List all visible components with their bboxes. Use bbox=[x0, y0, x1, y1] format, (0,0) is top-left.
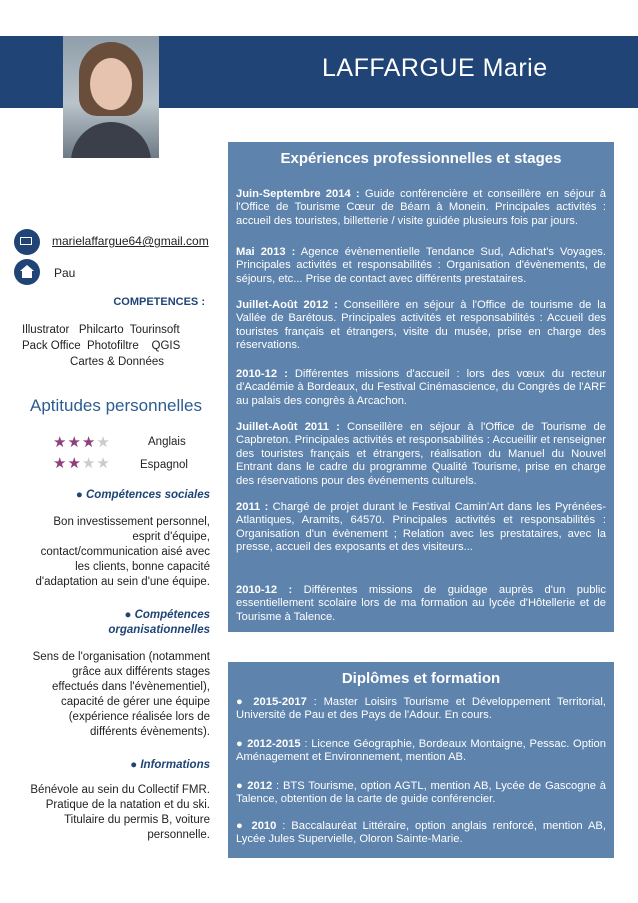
sociales-text: Bon investissement personnel, esprit d'équipe, contact/communication aisé avec les clients, bonne capacité d'adaptation au sein d'une équipe. bbox=[35, 516, 210, 588]
diplome-item: ● 2012-2015 : Licence Géographie, Bordeaux Montaigne, Pessac. Option Aménagement et Environnement, mention AB. bbox=[236, 738, 606, 764]
experiences-box bbox=[228, 142, 614, 632]
competences-line: Cartes & Données bbox=[70, 356, 164, 368]
experience-item: 2010-12 : Différentes missions d'accueil : lors des vœux du recteur d'Académie à Bordeaux, du Festival Cinémascience, du Congrès de l'ARF au palais des congrès à Arcachon. bbox=[236, 368, 606, 407]
home-icon bbox=[14, 259, 40, 285]
star-rating-anglais: ★★★★ bbox=[53, 434, 111, 451]
star-rating-espagnol: ★★★★ bbox=[53, 455, 111, 472]
organisation-text: Sens de l'organisation (notamment grâce aux différents stages effectués dans l'évènementiel), capacité de gérer une équipe (expérience réalisée lors de différents évènements). bbox=[32, 651, 210, 738]
experiences-title: Expériences professionnelles et stages bbox=[280, 150, 562, 167]
page-title: LAFFARGUE Marie bbox=[322, 54, 548, 82]
diplome-item: ● 2010 : Baccalauréat Littéraire, option anglais renforcé, mention AB, Lycée Jules Supervielle, Oloron Sainte-Marie. bbox=[236, 820, 606, 846]
diplome-item: ● 2012 : BTS Tourisme, option AGTL, mention AB, Lycée de Gascogne à Talence, obtention de la carte de guide conférencier. bbox=[236, 780, 606, 806]
diplomes-title: Diplômes et formation bbox=[341, 670, 501, 687]
experience-item: Juillet-Août 2012 : Conseillère en séjour à l'Office de tourisme de la Vallée de Barétous. Principales activités et responsabilités : Accueil des touristes français et étrangers, visite du musée, prise en charge des réservations. bbox=[236, 299, 606, 352]
language-label: Anglais bbox=[148, 436, 186, 448]
diplomes-box bbox=[228, 662, 614, 858]
competences-line: Pack Office Photofiltre QGIS bbox=[22, 340, 181, 352]
language-label: Espagnol bbox=[140, 459, 188, 471]
email-text[interactable]: marielaffargue64@gmail.com bbox=[52, 234, 209, 248]
profile-photo bbox=[63, 36, 159, 158]
experience-item: Juin-Septembre 2014 : Guide conférencière et conseillère en séjour à l'Office de Tourisme Cœur de Béarn à Monein. Principales activités : accueil des touristes, billetterie / visite guidée plusieurs fois par jours. bbox=[236, 188, 606, 227]
envelope-icon bbox=[14, 229, 40, 255]
experience-item: Mai 2013 : Agence évènementielle Tendance Sud, Adichat's Voyages. Principales activités et responsabilités : Organisation d'évènements, de séjours, etc... Prise de contact avec différents prestataires. bbox=[236, 246, 606, 285]
experience-item: Juillet-Août 2011 : Conseillère en séjour à l'Office de Tourisme de Capbreton. Principales activités et responsabilités : Accueillir et renseigner des touristes français et étrangers, réalisation du Manuel du Nouvel Entrant dans le cadre du programme Qualité Tourisme, prise en charge des réservations pour des événements culturels. bbox=[236, 421, 606, 487]
competences-line: Illustrator Philcarto Tourinsoft bbox=[22, 324, 180, 336]
aptitudes-title: Aptitudes personnelles bbox=[30, 396, 203, 415]
experience-item: 2011 : Chargé de projet durant le Festival Camin'Art dans les Pyrénées-Atlantiques, Aramits, 64570. Principales activités et responsabilités : Organisation d'un évènement ; Relation avec les prestataires, avec la presse, accueil des exposants et des visiteurs... bbox=[236, 501, 606, 554]
informations-text: Bénévole au sein du Collectif FMR. Pratique de la natation et du ski. Titulaire du permis B, voiture personnelle. bbox=[30, 784, 210, 841]
experience-item: 2010-12 : Différentes missions de guidage auprès d'un public essentiellement scolaire lors de ma formation au lycée d'Hôtellerie et de Tourisme à Talence. bbox=[236, 584, 606, 623]
competences-list bbox=[22, 322, 212, 370]
organisation-title: ● Compétences organisationnelles bbox=[108, 609, 210, 636]
sociales-title: ● Compétences sociales bbox=[75, 489, 210, 501]
competences-title: COMPETENCES : bbox=[113, 296, 205, 308]
diplome-item: ● 2015-2017 : Master Loisirs Tourisme et Développement Territorial, Université de Pau et des Pays de l'Adour. En cours. bbox=[236, 696, 606, 722]
city-text: Pau bbox=[54, 266, 76, 280]
informations-title: ● Informations bbox=[130, 759, 210, 771]
